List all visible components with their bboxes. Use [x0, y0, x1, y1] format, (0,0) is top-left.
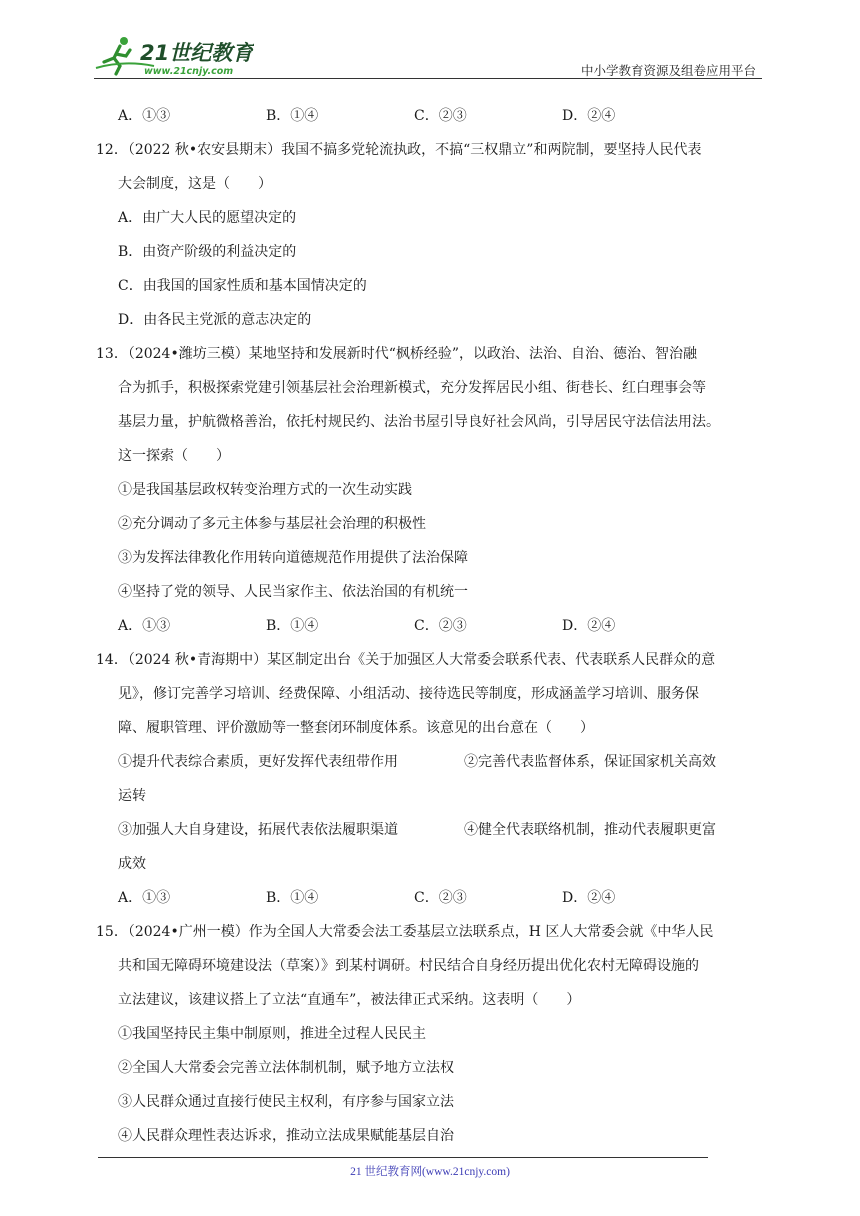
question-content — [96, 99, 762, 1153]
q14-option-a: A．①③ — [118, 890, 171, 906]
q12-stem-line-1: 12．（2022 秋•农安县期末）我国不搞多党轮流执政，不搞“三权鼎立”和两院制，要坚持人民代表 — [96, 142, 702, 158]
q12-choice-a: A．由广大人民的愿望决定的 — [118, 210, 297, 226]
q15-item-3: ③人民群众通过直接行使民主权利，有序参与国家立法 — [118, 1094, 454, 1110]
q11-option-d: D．②④ — [562, 108, 616, 124]
q11-option-a: A．①③ — [118, 108, 171, 124]
q13-item-3: ③为发挥法律教化作用转向道德规范作用提供了法治保障 — [118, 550, 468, 566]
q13-stem-line-1: 13．（2024•潍坊三模）某地坚持和发展新时代“枫桥经验”，以政治、法治、自治、德治、智治融 — [96, 346, 698, 362]
footer-link[interactable]: 21 世纪教育网(www.21cnjy.com) — [350, 1166, 510, 1178]
q12-choice-c: C．由我国的国家性质和基本国情决定的 — [118, 278, 367, 294]
q14-option-b: B．①④ — [266, 890, 319, 906]
q14-item-2: ②完善代表监督体系，保证国家机关高效 — [464, 754, 716, 770]
q13-option-a: A．①③ — [118, 618, 171, 634]
q13-stem-line-3: 基层力量，护航微格善治，依托村规民约、法治书屋引导良好社会风尚，引导居民守法信法用法。 — [118, 414, 720, 430]
q14-options — [96, 881, 762, 915]
q12-choice-d: D．由各民主党派的意志决定的 — [118, 312, 312, 328]
q13-item-4: ④坚持了党的领导、人民当家作主、依法治国的有机统一 — [118, 584, 468, 600]
q15-stem-line-2: 共和国无障碍环境建设法（草案）》到某村调研。村民结合自身经历提出优化农村无障碍设施的 — [118, 958, 699, 974]
header-divider — [94, 78, 762, 79]
q14-items-row-2 — [96, 813, 762, 847]
logo-wordmark: 21世纪教育 — [140, 41, 254, 65]
q14-stem-line-3: 障、履职管理、评价激励等一整套闭环制度体系。该意见的出台意在（ ） — [118, 720, 594, 736]
q13-stem-line-4: 这一探索（ ） — [118, 448, 230, 464]
q13-options — [96, 609, 762, 643]
q13-stem-line-2: 合为抓手，积极探索党建引领基层社会治理新模式，充分发挥居民小组、街巷长、红白理事会等 — [118, 380, 706, 396]
logo-url: www.21cnjy.com — [144, 66, 234, 77]
footer-divider — [98, 1157, 708, 1158]
q14-item-4: ④健全代表联络机制，推动代表履职更富 — [464, 822, 716, 838]
page-header — [94, 34, 762, 78]
q15-item-4: ④人民群众理性表达诉求，推动立法成果赋能基层自治 — [118, 1128, 454, 1144]
q14-item-4-continued: 成效 — [118, 856, 146, 872]
q12-stem-line-2: 大会制度，这是（ ） — [118, 176, 272, 192]
runner-logo-icon — [94, 34, 254, 78]
q14-item-1: ①提升代表综合素质，更好发挥代表纽带作用 — [118, 754, 398, 770]
q15-stem-line-1: 15．（2024•广州一模）作为全国人大常委会法工委基层立法联系点，H 区人大常委会就《中华人民 — [96, 924, 714, 940]
q11-option-b: B．①④ — [266, 108, 319, 124]
q14-stem-line-2: 见》，修订完善学习培训、经费保障、小组活动、接待选民等制度，形成涵盖学习培训、服务保 — [118, 686, 699, 702]
q13-item-1: ①是我国基层政权转变治理方式的一次生动实践 — [118, 482, 412, 498]
q13-item-2: ②充分调动了多元主体参与基层社会治理的积极性 — [118, 516, 426, 532]
q15-item-2: ②全国人大常委会完善立法体制机制，赋予地方立法权 — [118, 1060, 454, 1076]
q13-option-d: D．②④ — [562, 618, 616, 634]
q13-option-c: C．②③ — [414, 618, 467, 634]
q14-option-c: C．②③ — [414, 890, 467, 906]
q14-item-2-continued: 运转 — [118, 788, 146, 804]
q12-choice-b: B．由资产阶级的利益决定的 — [118, 244, 297, 260]
q14-stem-line-1: 14．（2024 秋•青海期中）某区制定出台《关于加强区人大常委会联系代表、代表联系人民群众的意 — [96, 652, 716, 668]
platform-label: 中小学教育资源及组卷应用平台 — [580, 63, 756, 78]
q14-item-3: ③加强人大自身建设，拓展代表依法履职渠道 — [118, 822, 398, 838]
q13-option-b: B．①④ — [266, 618, 319, 634]
q14-option-d: D．②④ — [562, 890, 616, 906]
q11-options — [96, 99, 762, 133]
q11-option-c: C．②③ — [414, 108, 467, 124]
q14-items-row-1 — [96, 745, 762, 779]
q15-item-1: ①我国坚持民主集中制原则，推进全过程人民民主 — [118, 1026, 426, 1042]
site-logo[interactable] — [94, 34, 254, 78]
q15-stem-line-3: 立法建议，该建议搭上了立法“直通车”，被法律正式采纳。这表明（ ） — [118, 992, 581, 1008]
